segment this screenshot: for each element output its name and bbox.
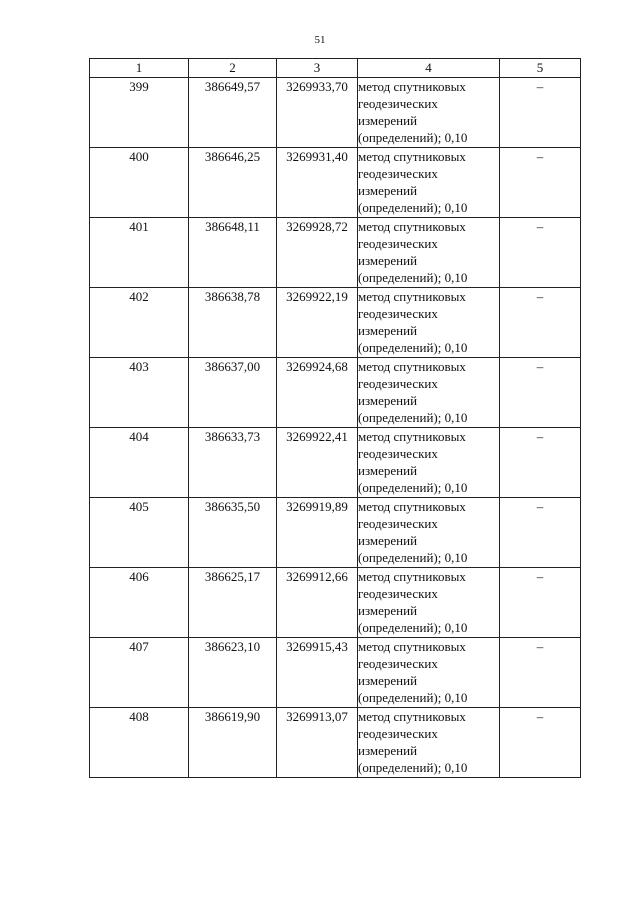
method-text-line: (определений); 0,10 [358,410,468,425]
method-text-line: метод спутниковых [358,569,466,584]
method-text-line: (определений); 0,10 [358,480,468,495]
method-text-line: метод спутниковых [358,79,466,94]
point-number-cell: 406 [90,568,189,638]
point-number-cell: 401 [90,218,189,288]
method-text-line: геодезических [358,516,438,531]
method-cell [358,78,500,148]
note-cell: – [500,218,581,288]
y-coordinate-cell: 3269931,40 [277,148,358,218]
method-text-line: метод спутниковых [358,149,466,164]
note-cell: – [500,288,581,358]
method-text-line: измерений [358,393,418,408]
method-text-line: метод спутниковых [358,429,466,444]
column-header-4: 4 [358,59,500,78]
point-number-cell: 403 [90,358,189,428]
table-header-row [90,59,581,78]
column-header-5: 5 [500,59,581,78]
method-text-line: метод спутниковых [358,639,466,654]
method-text-line: (определений); 0,10 [358,270,468,285]
method-text-line: измерений [358,113,418,128]
method-text-line: геодезических [358,306,438,321]
coordinates-table [89,58,581,778]
page-number: 51 [314,34,326,46]
y-coordinate-cell: 3269922,41 [277,428,358,498]
method-text-line: геодезических [358,446,438,461]
method-text-line: (определений); 0,10 [358,620,468,635]
method-cell [358,498,500,568]
y-coordinate-cell: 3269922,19 [277,288,358,358]
point-number-cell: 407 [90,638,189,708]
table-row [90,428,581,498]
method-text-line: геодезических [358,236,438,251]
point-number-cell: 408 [90,708,189,778]
table-row [90,148,581,218]
method-cell [358,428,500,498]
point-number-cell: 402 [90,288,189,358]
column-header-1: 1 [90,59,189,78]
note-cell: – [500,148,581,218]
method-text-line: геодезических [358,726,438,741]
table-row [90,638,581,708]
method-text-line: метод спутниковых [358,359,466,374]
y-coordinate-cell: 3269928,72 [277,218,358,288]
x-coordinate-cell: 386625,17 [189,568,277,638]
x-coordinate-cell: 386619,90 [189,708,277,778]
note-cell: – [500,708,581,778]
method-text-line: (определений); 0,10 [358,130,468,145]
method-text-line: измерений [358,323,418,338]
column-header-2: 2 [189,59,277,78]
method-text-line: геодезических [358,586,438,601]
method-text-line: измерений [358,253,418,268]
x-coordinate-cell: 386623,10 [189,638,277,708]
method-text-line: метод спутниковых [358,219,466,234]
method-cell [358,288,500,358]
method-text-line: геодезических [358,166,438,181]
method-text-line: измерений [358,673,418,688]
y-coordinate-cell: 3269913,07 [277,708,358,778]
note-cell: – [500,638,581,708]
y-coordinate-cell: 3269933,70 [277,78,358,148]
note-cell: – [500,78,581,148]
x-coordinate-cell: 386633,73 [189,428,277,498]
table-row [90,498,581,568]
method-text-line: (определений); 0,10 [358,200,468,215]
point-number-cell: 399 [90,78,189,148]
x-coordinate-cell: 386635,50 [189,498,277,568]
point-number-cell: 400 [90,148,189,218]
x-coordinate-cell: 386638,78 [189,288,277,358]
table-row [90,288,581,358]
method-text-line: (определений); 0,10 [358,550,468,565]
method-text-line: измерений [358,183,418,198]
method-cell [358,358,500,428]
method-cell [358,218,500,288]
method-cell [358,148,500,218]
x-coordinate-cell: 386646,25 [189,148,277,218]
table-row [90,568,581,638]
note-cell: – [500,428,581,498]
method-text-line: геодезических [358,656,438,671]
y-coordinate-cell: 3269919,89 [277,498,358,568]
table-body [90,78,581,778]
point-number-cell: 405 [90,498,189,568]
method-text-line: измерений [358,603,418,618]
method-text-line: геодезических [358,376,438,391]
note-cell: – [500,358,581,428]
y-coordinate-cell: 3269915,43 [277,638,358,708]
method-text-line: геодезических [358,96,438,111]
x-coordinate-cell: 386649,57 [189,78,277,148]
table-row [90,358,581,428]
method-text-line: метод спутниковых [358,499,466,514]
x-coordinate-cell: 386648,11 [189,218,277,288]
method-text-line: (определений); 0,10 [358,690,468,705]
note-cell: – [500,568,581,638]
table-row [90,708,581,778]
method-text-line: (определений); 0,10 [358,340,468,355]
y-coordinate-cell: 3269912,66 [277,568,358,638]
method-text-line: метод спутниковых [358,289,466,304]
point-number-cell: 404 [90,428,189,498]
method-text-line: (определений); 0,10 [358,760,468,775]
method-text-line: метод спутниковых [358,709,466,724]
note-cell: – [500,498,581,568]
x-coordinate-cell: 386637,00 [189,358,277,428]
table-row [90,78,581,148]
method-cell [358,708,500,778]
method-cell [358,568,500,638]
method-text-line: измерений [358,743,418,758]
method-text-line: измерений [358,463,418,478]
column-header-3: 3 [277,59,358,78]
table-row [90,218,581,288]
method-cell [358,638,500,708]
method-text-line: измерений [358,533,418,548]
y-coordinate-cell: 3269924,68 [277,358,358,428]
